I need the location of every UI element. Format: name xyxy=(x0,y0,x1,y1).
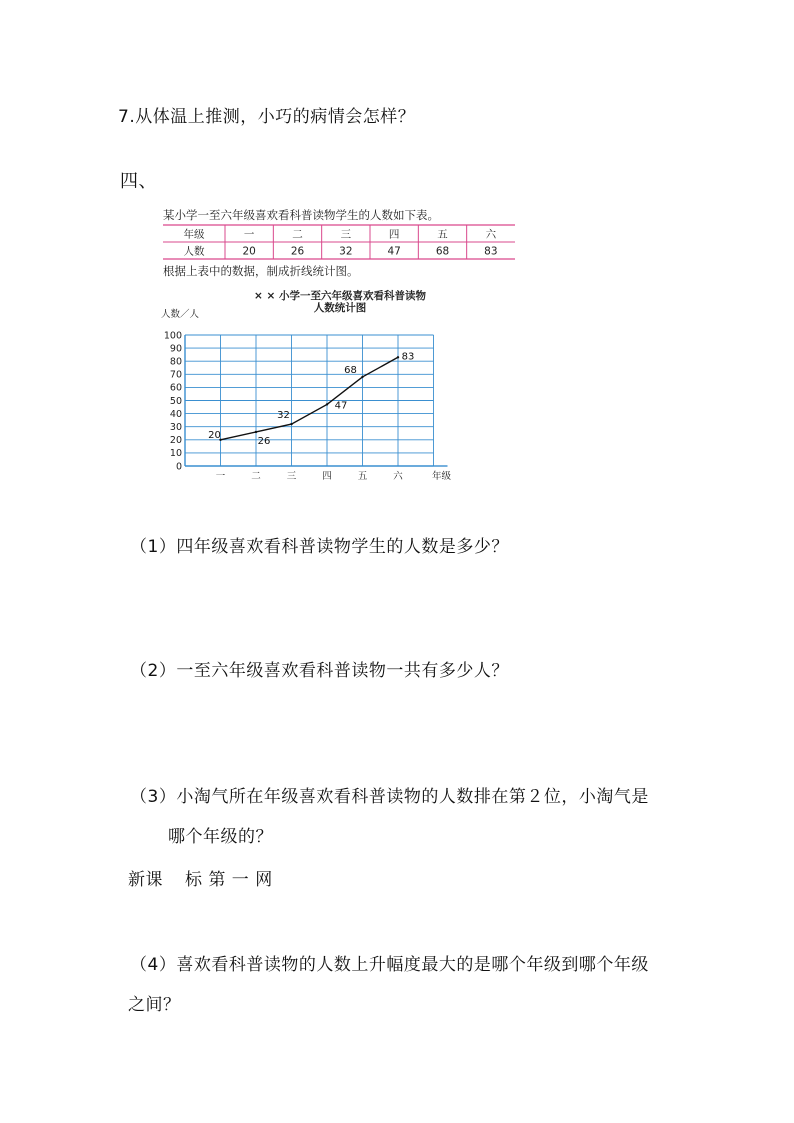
question-1: （1）四年级喜欢看科普读物学生的人数是多少？ xyxy=(130,537,509,557)
table-cell-count: 68 xyxy=(435,245,450,258)
data-label: 20 xyxy=(208,429,221,441)
x-tick-label: 四 xyxy=(322,471,332,482)
table-cell-count: 47 xyxy=(387,245,401,258)
table-cell-count: 20 xyxy=(242,245,256,258)
table-cell-grade: 一 xyxy=(243,228,255,241)
section-heading: 四、 xyxy=(120,171,157,192)
x-tick-label: 六 xyxy=(393,471,403,482)
data-label: 68 xyxy=(344,364,357,376)
table-cell-grade: 四 xyxy=(388,228,400,241)
data-point xyxy=(361,376,363,378)
x-tick-label: 五 xyxy=(357,471,368,482)
question-7: 7.从体温上推测，小巧的病情会怎样？ xyxy=(118,107,416,127)
data-point xyxy=(255,431,257,433)
table-cell-count: 26 xyxy=(290,245,305,258)
y-tick-label: 20 xyxy=(169,435,182,447)
table-cell-grade: 二 xyxy=(292,228,303,241)
y-tick-label: 100 xyxy=(163,330,182,342)
question-3-line-1: （3）小淘气所在年级喜欢看科普读物的人数排在第２位，小淘气是 xyxy=(130,787,649,807)
table-cell-grade: 六 xyxy=(485,228,497,241)
x-axis-label: 年级 xyxy=(431,471,452,482)
y-tick-label: 0 xyxy=(175,461,182,473)
question-3-line-2: 哪个年级的？ xyxy=(168,827,273,847)
data-table xyxy=(163,225,515,259)
table-cell-grade: 五 xyxy=(437,228,448,241)
table-header-count: 人数 xyxy=(183,245,205,258)
watermark-part-2: 标 第 一 网 xyxy=(185,870,273,890)
table-cell-count: 32 xyxy=(339,245,353,258)
y-tick-label: 30 xyxy=(169,422,182,433)
figure-intro-text: 某小学一至六年级喜欢看科普读物学生的人数如下表。 xyxy=(163,208,439,222)
table-cell-grade: 三 xyxy=(340,228,352,241)
y-tick-label: 80 xyxy=(169,356,182,368)
table-header-grade: 年级 xyxy=(183,228,205,241)
question-4-line-1: （4）喜欢看科普读物的人数上升幅度最大的是哪个年级到哪个年级 xyxy=(130,955,649,975)
data-label: 47 xyxy=(334,400,348,412)
y-tick-label: 10 xyxy=(169,448,182,460)
question-2: （2）一至六年级喜欢看科普读物一共有多少人？ xyxy=(130,661,509,681)
data-point xyxy=(397,356,399,358)
chart-y-axis-label: 人数／人 xyxy=(161,309,200,320)
series-line xyxy=(221,357,399,440)
x-tick-label: 一 xyxy=(215,471,226,482)
table-cell-count: 83 xyxy=(484,245,498,258)
data-label: 83 xyxy=(401,351,415,363)
data-label: 26 xyxy=(257,435,271,447)
figure-instruction-text: 根据上表中的数据，制成折线统计图。 xyxy=(163,264,359,278)
data-label: 32 xyxy=(277,410,290,422)
x-tick-label: 二 xyxy=(251,471,261,482)
line-chart xyxy=(164,330,452,482)
chart-title-line1: × × 小学一至六年级喜欢看科普读物 xyxy=(254,290,426,302)
y-tick-label: 40 xyxy=(169,408,182,420)
data-point xyxy=(326,403,328,405)
y-tick-label: 90 xyxy=(169,343,182,355)
y-tick-label: 60 xyxy=(169,382,182,394)
chart-title-line2: 人数统计图 xyxy=(313,302,367,314)
y-tick-label: 50 xyxy=(169,395,182,407)
watermark-text xyxy=(128,869,273,891)
data-point xyxy=(290,423,292,425)
x-tick-label: 三 xyxy=(286,471,297,482)
figure-table-and-line-chart xyxy=(155,205,525,485)
watermark-part-1: 新课 xyxy=(128,870,163,890)
y-tick-label: 70 xyxy=(169,369,182,381)
question-4-line-2: 之间？ xyxy=(128,995,181,1015)
